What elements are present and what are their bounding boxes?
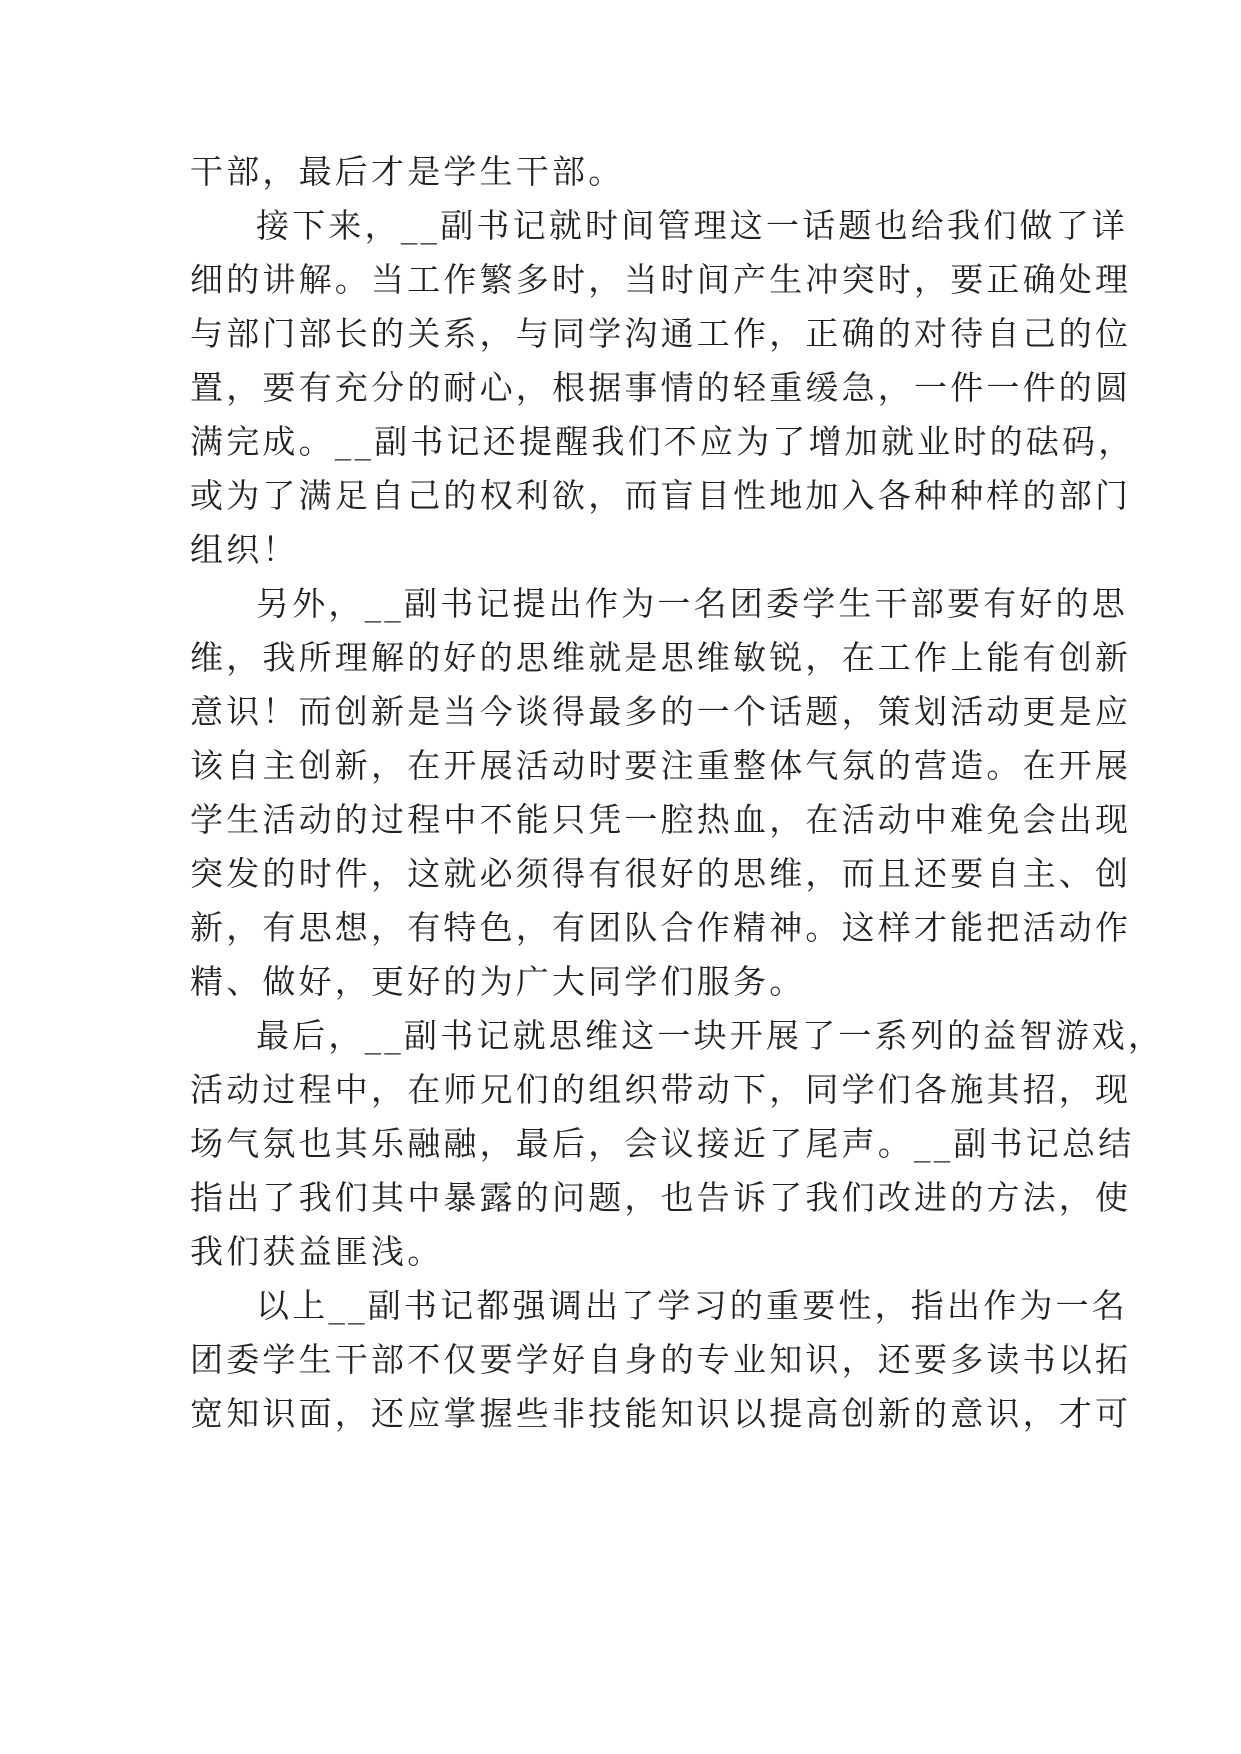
text-line: 或为了满足自己的权利欲，而盲目性地加入各种种样的部门 [190, 476, 1132, 515]
text-line: 满完成。__副书记还提醒我们不应为了增加就业时的砝码， [190, 422, 1135, 461]
text-line: 新，有思想，有特色，有团队合作精神。这样才能把活动作 [190, 908, 1132, 947]
text-line: 该自主创新，在开展活动时要注重整体气氛的营造。在开展 [190, 746, 1132, 785]
text-line: 维，我所理解的好的思维就是思维敏锐，在工作上能有创新 [190, 638, 1132, 677]
text-line: 组织！ [190, 530, 299, 569]
paragraph-start-line: 接下来，__副书记就时间管理这一话题也给我们做了详 [256, 206, 1128, 245]
text-line: 活动过程中，在师兄们的组织带动下，同学们各施其招，现 [190, 1070, 1132, 1109]
text-line: 干部，最后才是学生干部。 [190, 152, 625, 191]
text-line: 团委学生干部不仅要学好自身的专业知识，还要多读书以拓 [190, 1340, 1132, 1379]
text-line: 置，要有充分的耐心，根据事情的轻重缓急，一件一件的圆 [190, 368, 1132, 407]
paragraph-start-line: 以上__副书记都强调出了学习的重要性，指出作为一名 [256, 1286, 1128, 1325]
paragraph-start-line: 另外，__副书记提出作为一名团委学生干部要有好的思 [256, 584, 1128, 623]
text-line: 与部门部长的关系，与同学沟通工作，正确的对待自己的位 [190, 314, 1132, 353]
text-line: 意识！而创新是当今谈得最多的一个话题，策划活动更是应 [190, 692, 1132, 731]
text-line: 场气氛也其乐融融，最后，会议接近了尾声。__副书记总结 [190, 1124, 1135, 1163]
paragraph-start-line: 最后，__副书记就思维这一块开展了一系列的益智游戏， [256, 1016, 1165, 1055]
text-line: 宽知识面，还应掌握些非技能知识以提高创新的意识，才可 [190, 1394, 1132, 1433]
text-line: 精、做好，更好的为广大同学们服务。 [190, 962, 806, 1001]
text-line: 学生活动的过程中不能只凭一腔热血，在活动中难免会出现 [190, 800, 1132, 839]
text-line: 突发的时件，这就必须得有很好的思维，而且还要自主、创 [190, 854, 1132, 893]
text-line: 细的讲解。当工作繁多时，当时间产生冲突时，要正确处理 [190, 260, 1132, 299]
text-line: 我们获益匪浅。 [190, 1232, 444, 1271]
text-line: 指出了我们其中暴露的问题，也告诉了我们改进的方法，使 [190, 1178, 1132, 1217]
